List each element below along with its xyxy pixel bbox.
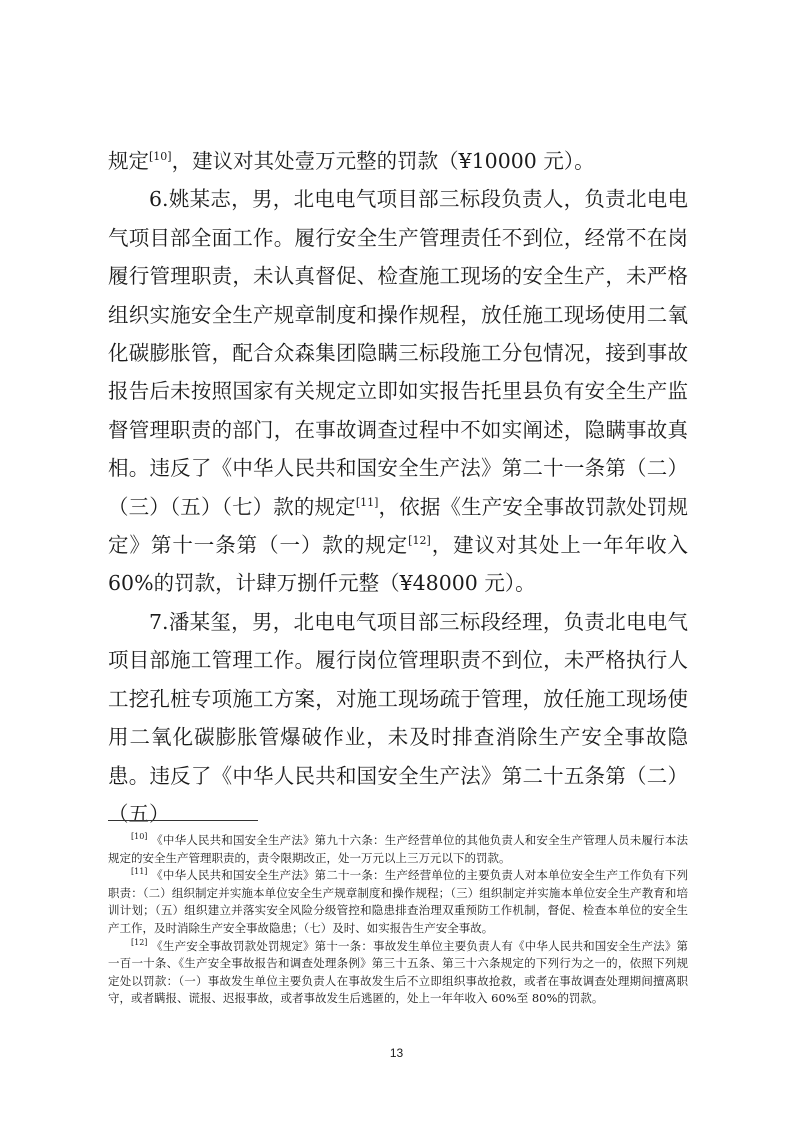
footnote-ref-10[interactable]: [10] [149, 150, 172, 164]
footnote-marker: [11] [131, 867, 148, 877]
paragraph-continuation [108, 142, 688, 180]
footnote-text: 《中华人民共和国安全生产法》第二十一条：生产经营单位的主要负责人对本单位安全生产工作负有下列职责：（二）组织制定并实施本单位安全生产规章制度和操作规程；（三）组织制定并实施本单位安全生产教育和培训计划；（五）组织建立并落实安全风险分级管控和隐患排查治理双重预防工作机制，督促、检查本单位的安全生产工作，及时消除生产安全事故隐患；（七）及时、如实报告生产安全事故。 [108, 868, 688, 935]
paragraph-6 [108, 180, 688, 602]
footnote-ref-11[interactable]: [11] [355, 495, 379, 509]
footnote-11 [108, 867, 688, 937]
footnote-text: 《生产安全事故罚款处罚规定》第十一条：事故发生单位主要负责人有《中华人民共和国安全生产法》第一百一十条、《生产安全事故报告和调查处理条例》第三十五条、第三十六条规定的下列行为之一的，依照下列规定处以罚款：（一）事故发生单位主要负责人在事故发生后不立即组织事故抢救，或者在事故调查处理期间擅离职守，或者瞒报、谎报、迟报事故，或者事故发生后逃匿的，处上一年年收入 60%至 80%的罚款。 [108, 938, 688, 1006]
page-number: 13 [389, 1046, 404, 1060]
text-run: ，依据《生产安全事故罚款处罚规定》第十一条第（一）款的规定 [108, 494, 689, 558]
footnote-marker: [12] [131, 937, 148, 947]
text-run: ，建议对其处上一年年收入60%的罚款，计肆万捌仟元整（¥48000 元）。 [108, 533, 689, 596]
text-run: 规定 [108, 149, 149, 173]
text-run: 6.姚某志，男，北电电气项目部三标段负责人，负责北电电气项目部全面工作。履行安全生产管理责任不到位，经常不在岗履行管理职责，未认真督促、检查施工现场的安全生产，未严格组织实施安全生产规章制度和操作规程，放任施工现场使用二氧化碳膨胀管，配合众森集团隐瞒三标段施工分包情况，接到事故报告后未按照国家有关规定立即如实报告托里县负有安全生产监督管理职责的部门，在事故调查过程中不如实阐述，隐瞒事故真相。违反了《中华人民共和国安全生产法》第二十一条第（二）（三）（五）（七）款的规定 [108, 187, 688, 519]
text-run: 7.潘某玺，男，北电电气项目部三标段经理，负责北电电气项目部施工管理工作。履行岗位管理职责不到位，未严格执行人工挖孔桩专项施工方案，对施工现场疏于管理，放任施工现场使用二氧化碳膨胀管爆破作业，未及时排查消除生产安全事故隐患。违反了《中华人民共和国安全生产法》第二十五条第（二）（五） [108, 609, 688, 826]
footnote-10 [108, 832, 688, 867]
footnote-12 [108, 938, 688, 1008]
footnote-text: 《中华人民共和国安全生产法》第九十六条：生产经营单位的其他负责人和安全生产管理人员未履行本法规定的安全生产管理职责的，责令限期改正，处一万元以上三万元以下的罚款。 [108, 833, 688, 865]
footnote-marker: [10] [131, 832, 148, 842]
footnote-divider [108, 820, 258, 821]
text-run: ，建议对其处壹万元整的罚款（¥10000 元）。 [171, 149, 595, 173]
main-text [108, 142, 688, 833]
footnote-ref-12[interactable]: [12] [408, 534, 431, 548]
footnotes [108, 832, 688, 1008]
paragraph-7 [108, 603, 688, 833]
